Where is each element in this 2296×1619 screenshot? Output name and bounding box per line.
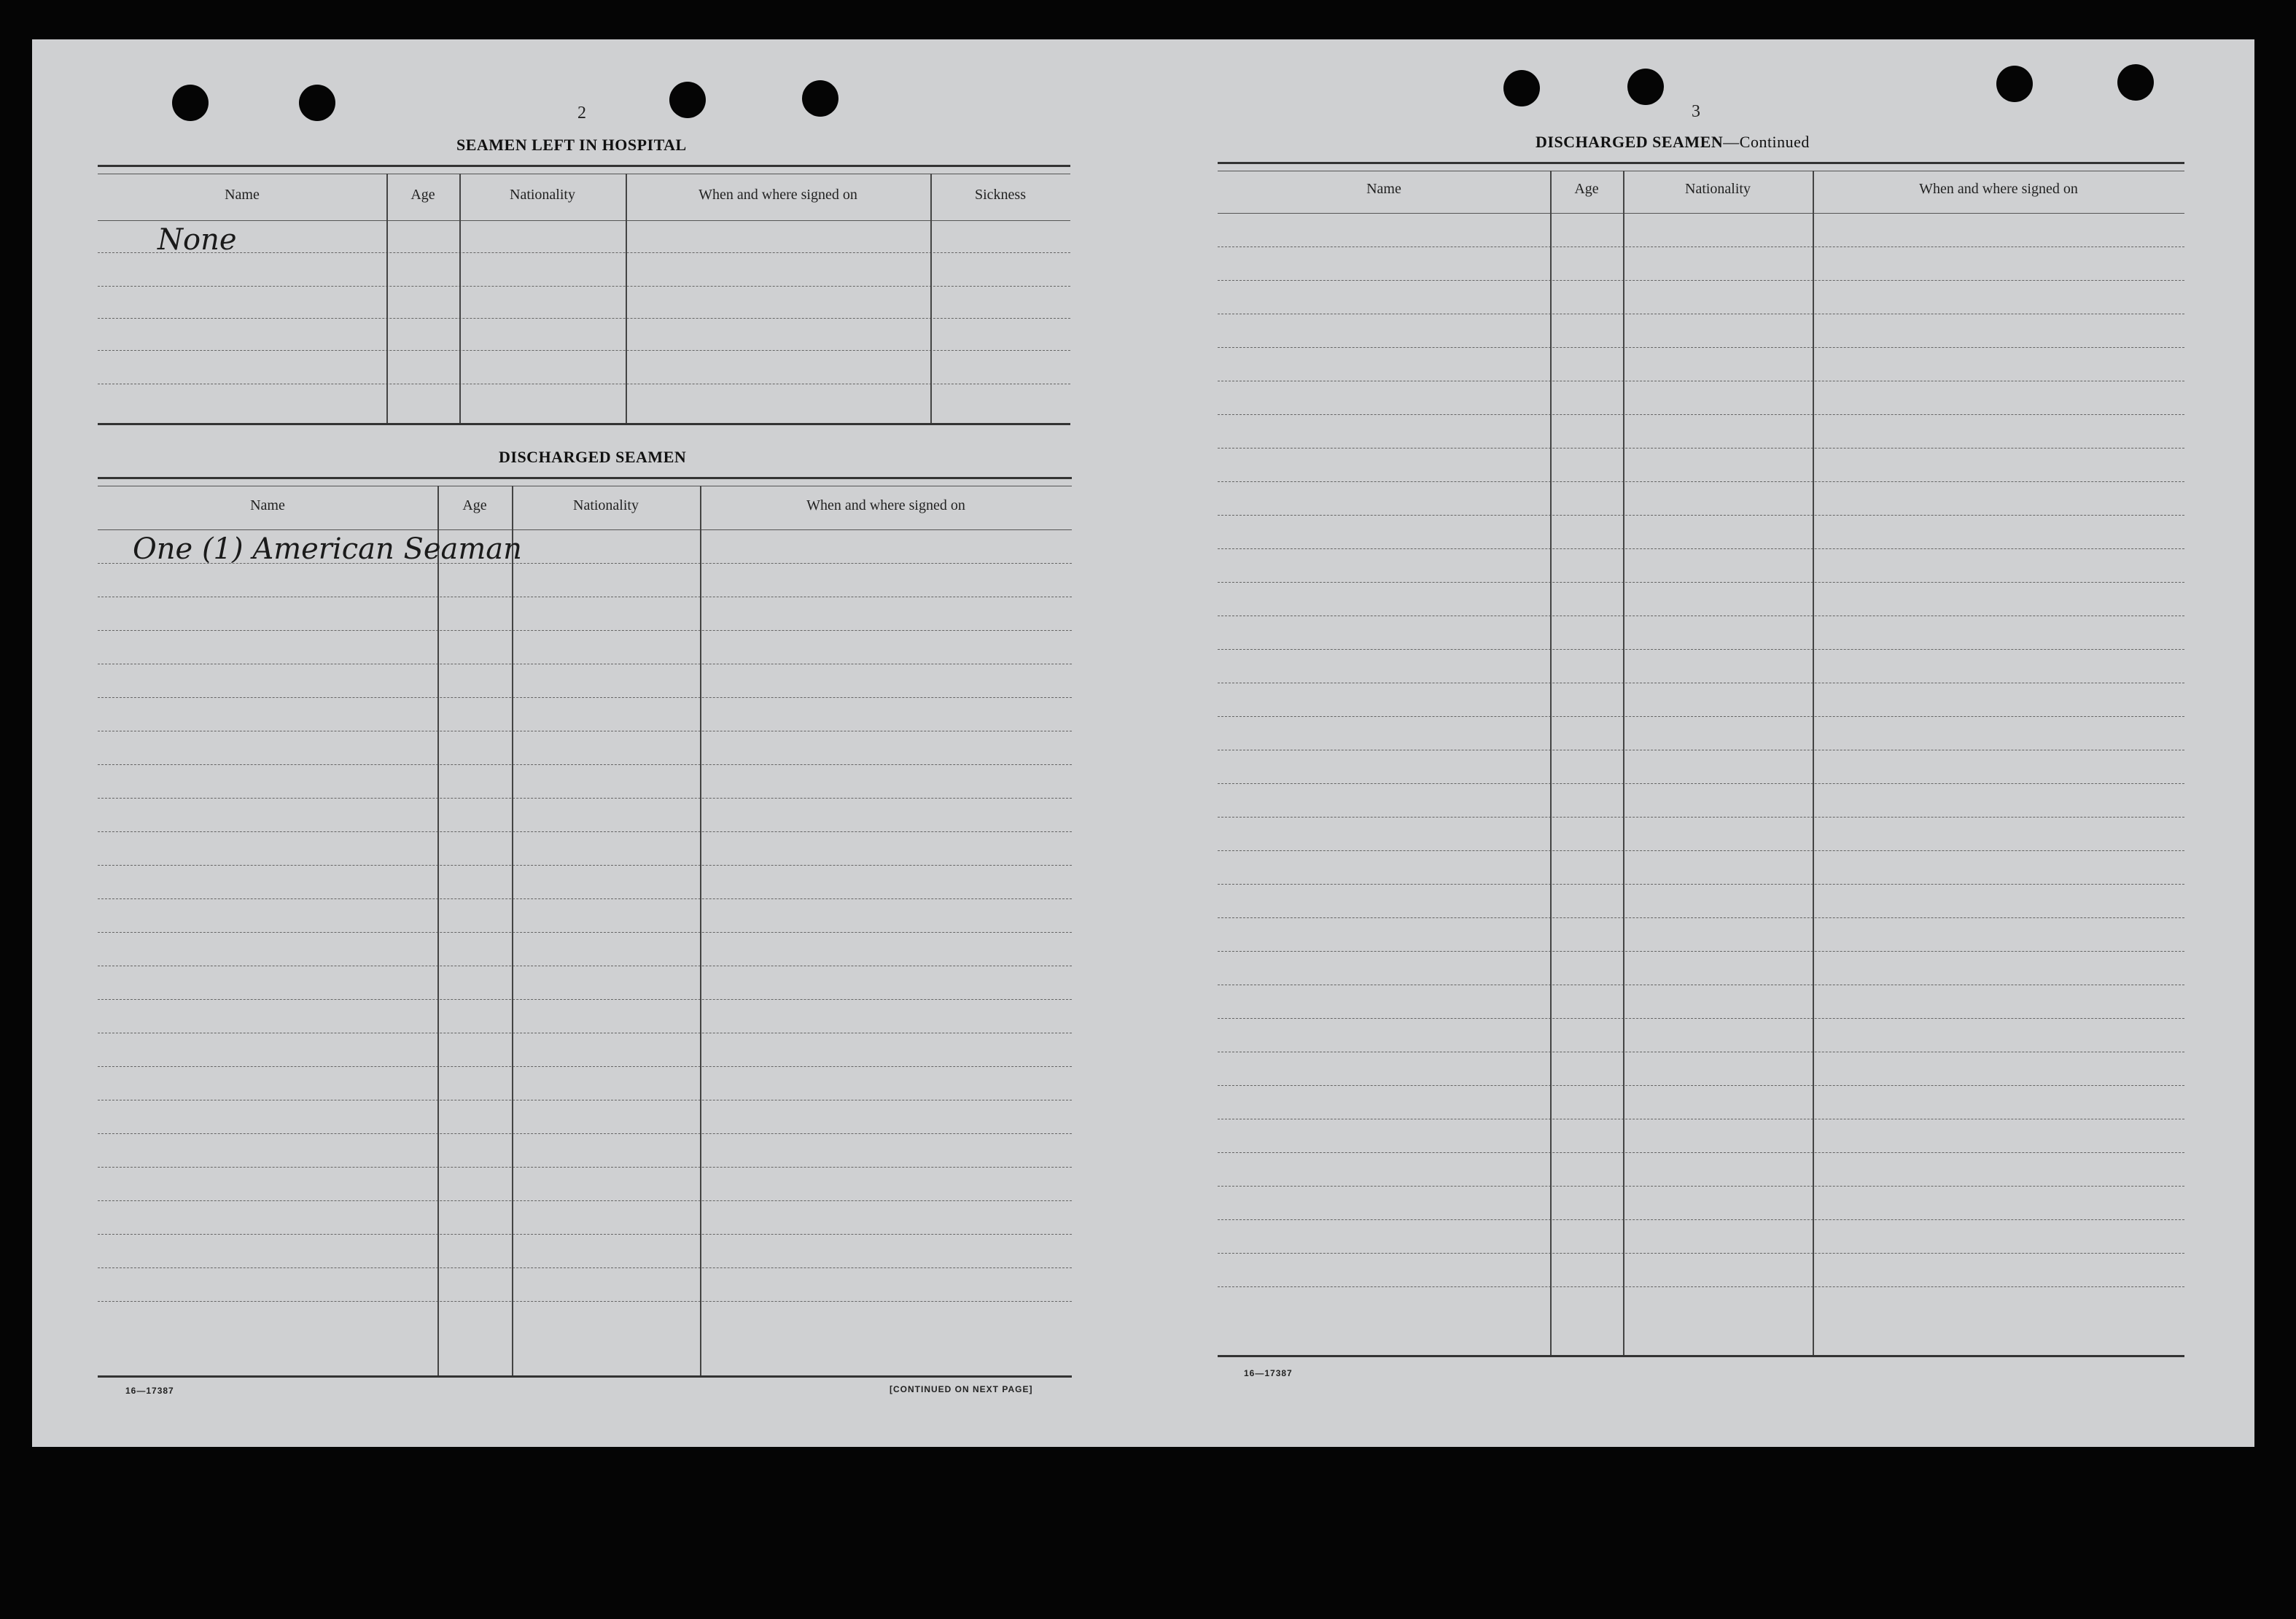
column-header-signed-on: When and where signed on	[698, 187, 857, 203]
title-suffix: —Continued	[1723, 133, 1810, 151]
punch-hole	[1627, 69, 1664, 105]
column-header-nationality: Nationality	[573, 497, 639, 513]
page-number: 2	[577, 104, 586, 123]
column-header-name: Name	[1366, 181, 1401, 197]
punch-hole	[669, 82, 706, 118]
form-number: 16—17387	[1244, 1368, 1293, 1378]
discharged-table	[98, 477, 1072, 1380]
handwritten-entry: One (1) American Seaman	[133, 532, 522, 566]
hospital-section-title: SEAMEN LEFT IN HOSPITAL	[456, 136, 687, 154]
column-header-nationality: Nationality	[1685, 181, 1751, 197]
column-header-signed-on: When and where signed on	[806, 497, 965, 513]
column-header-age: Age	[410, 187, 435, 203]
punch-hole	[172, 85, 209, 121]
column-header-age: Age	[1574, 181, 1599, 197]
punch-hole	[802, 80, 838, 117]
column-header-name: Name	[225, 187, 260, 203]
page-number: 3	[1692, 102, 1700, 121]
handwritten-entry: None	[157, 223, 237, 257]
form-number: 16—17387	[125, 1386, 174, 1396]
discharged-continued-table	[1218, 162, 2184, 1359]
hospital-table	[98, 165, 1070, 427]
continued-note: [CONTINUED ON NEXT PAGE]	[890, 1384, 1033, 1394]
column-header-nationality: Nationality	[510, 187, 575, 203]
punch-hole	[2117, 64, 2154, 101]
discharged-continued-title	[1536, 133, 1810, 152]
column-header-signed-on: When and where signed on	[1919, 181, 2078, 197]
column-header-name: Name	[250, 497, 285, 513]
title-text: DISCHARGED SEAMEN	[1536, 133, 1724, 151]
punch-hole	[1996, 66, 2033, 102]
column-header-sickness: Sickness	[975, 187, 1026, 203]
discharged-section-title: DISCHARGED SEAMEN	[499, 448, 687, 466]
punch-hole	[299, 85, 335, 121]
punch-hole	[1503, 70, 1540, 106]
column-header-age: Age	[462, 497, 487, 513]
